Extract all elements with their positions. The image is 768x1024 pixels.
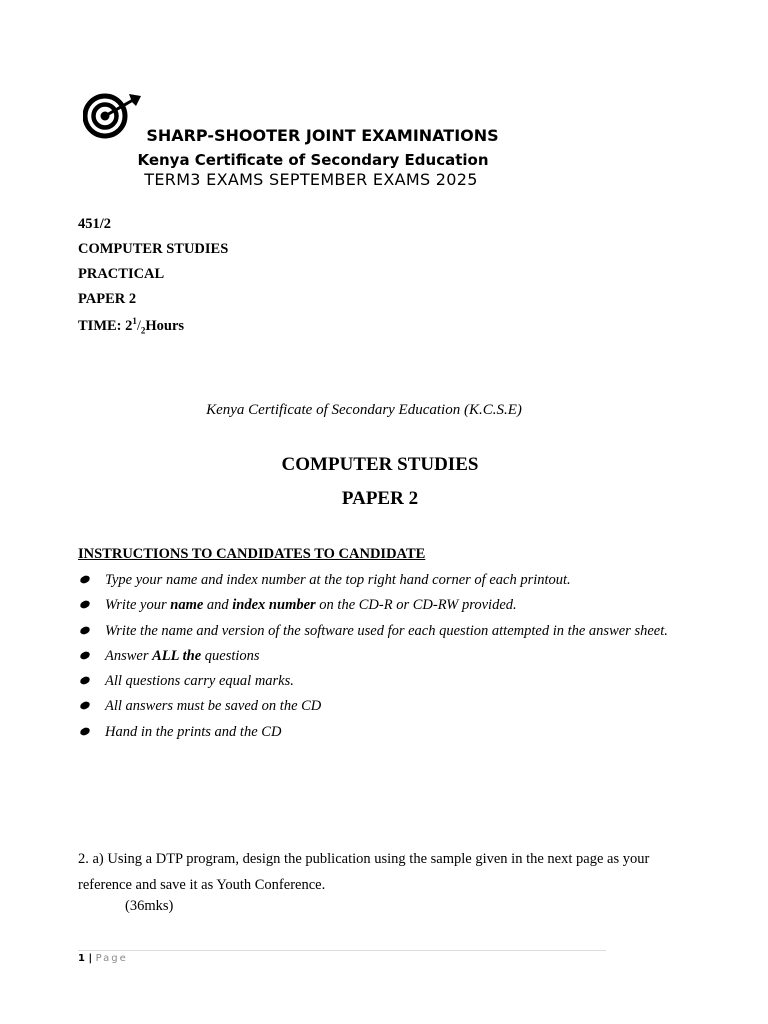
list-item	[78, 644, 698, 669]
list-item	[78, 568, 698, 593]
footer-divider	[78, 950, 606, 951]
bullet-icon	[79, 574, 91, 585]
bullet-icon	[79, 650, 91, 661]
time-unit: Hours	[145, 317, 185, 334]
instruction-text: Type your name and index number at the top right hand corner of each printout.	[105, 572, 571, 588]
list-item	[78, 669, 698, 694]
bullet-icon	[79, 675, 91, 686]
bullet-icon	[79, 726, 91, 737]
bullet-icon	[79, 625, 91, 636]
instruction-text: All questions carry equal marks.	[105, 673, 294, 690]
list-item	[78, 694, 698, 719]
time-fraction-denominator: 2	[140, 325, 146, 336]
time-fraction-numerator: 1	[132, 316, 137, 326]
list-item	[78, 720, 698, 745]
exam-organization: SHARP-SHOOTER JOINT EXAMINATIONS	[146, 126, 499, 145]
instruction-text: Write your	[105, 597, 171, 614]
instruction-text: All answers must be saved on the CD	[105, 698, 322, 715]
page-label: Page	[95, 953, 128, 964]
paper-time	[78, 316, 184, 336]
page-subtitle: PAPER 2	[341, 488, 419, 509]
question-marks: (36mks)	[125, 898, 174, 914]
page-footer	[78, 953, 128, 964]
question-text: 2. a) Using a DTP program, design the publication using the sample given in the next page as your reference and save it as Youth Conference.	[78, 851, 650, 893]
footer-separator: |	[84, 953, 96, 964]
instructions-list	[78, 568, 698, 745]
term-heading: TERM3 EXAMS SEPTEMBER EXAMS 2025	[144, 170, 478, 189]
instruction-emphasis: ALL the	[152, 647, 202, 664]
instruction-text: and	[203, 597, 233, 614]
instructions-heading: INSTRUCTIONS TO CANDIDATES TO CANDIDATE	[78, 546, 426, 562]
paper-type: PRACTICAL	[78, 266, 165, 282]
paper-code: 451/2	[78, 216, 112, 232]
time-label: TIME: 2	[78, 317, 133, 334]
time-fraction-slash: /	[136, 317, 141, 334]
instruction-text: questions	[201, 647, 260, 664]
instruction-text: Hand in the prints and the CD	[105, 723, 282, 740]
instruction-text: Answer	[105, 647, 153, 664]
page-number: 1	[78, 953, 85, 964]
bullet-icon	[79, 600, 91, 611]
instruction-text: on the CD-R or CD-RW provided.	[315, 597, 517, 614]
kcse-line: Kenya Certificate of Secondary Education (K.C.S.E)	[206, 402, 522, 418]
list-item	[78, 619, 698, 644]
paper-number: PAPER 2	[78, 291, 137, 307]
bullet-icon	[79, 701, 91, 712]
paper-subject: COMPUTER STUDIES	[78, 241, 229, 257]
instruction-emphasis: name	[170, 597, 204, 614]
list-item	[78, 593, 698, 618]
certificate-heading: Kenya Certificate of Secondary Education	[137, 151, 489, 169]
instruction-text: Write the name and version of the software used for each question attempted in the answer sheet.	[105, 622, 668, 639]
instruction-emphasis: index number	[232, 597, 316, 614]
page-title: COMPUTER STUDIES	[281, 454, 479, 475]
